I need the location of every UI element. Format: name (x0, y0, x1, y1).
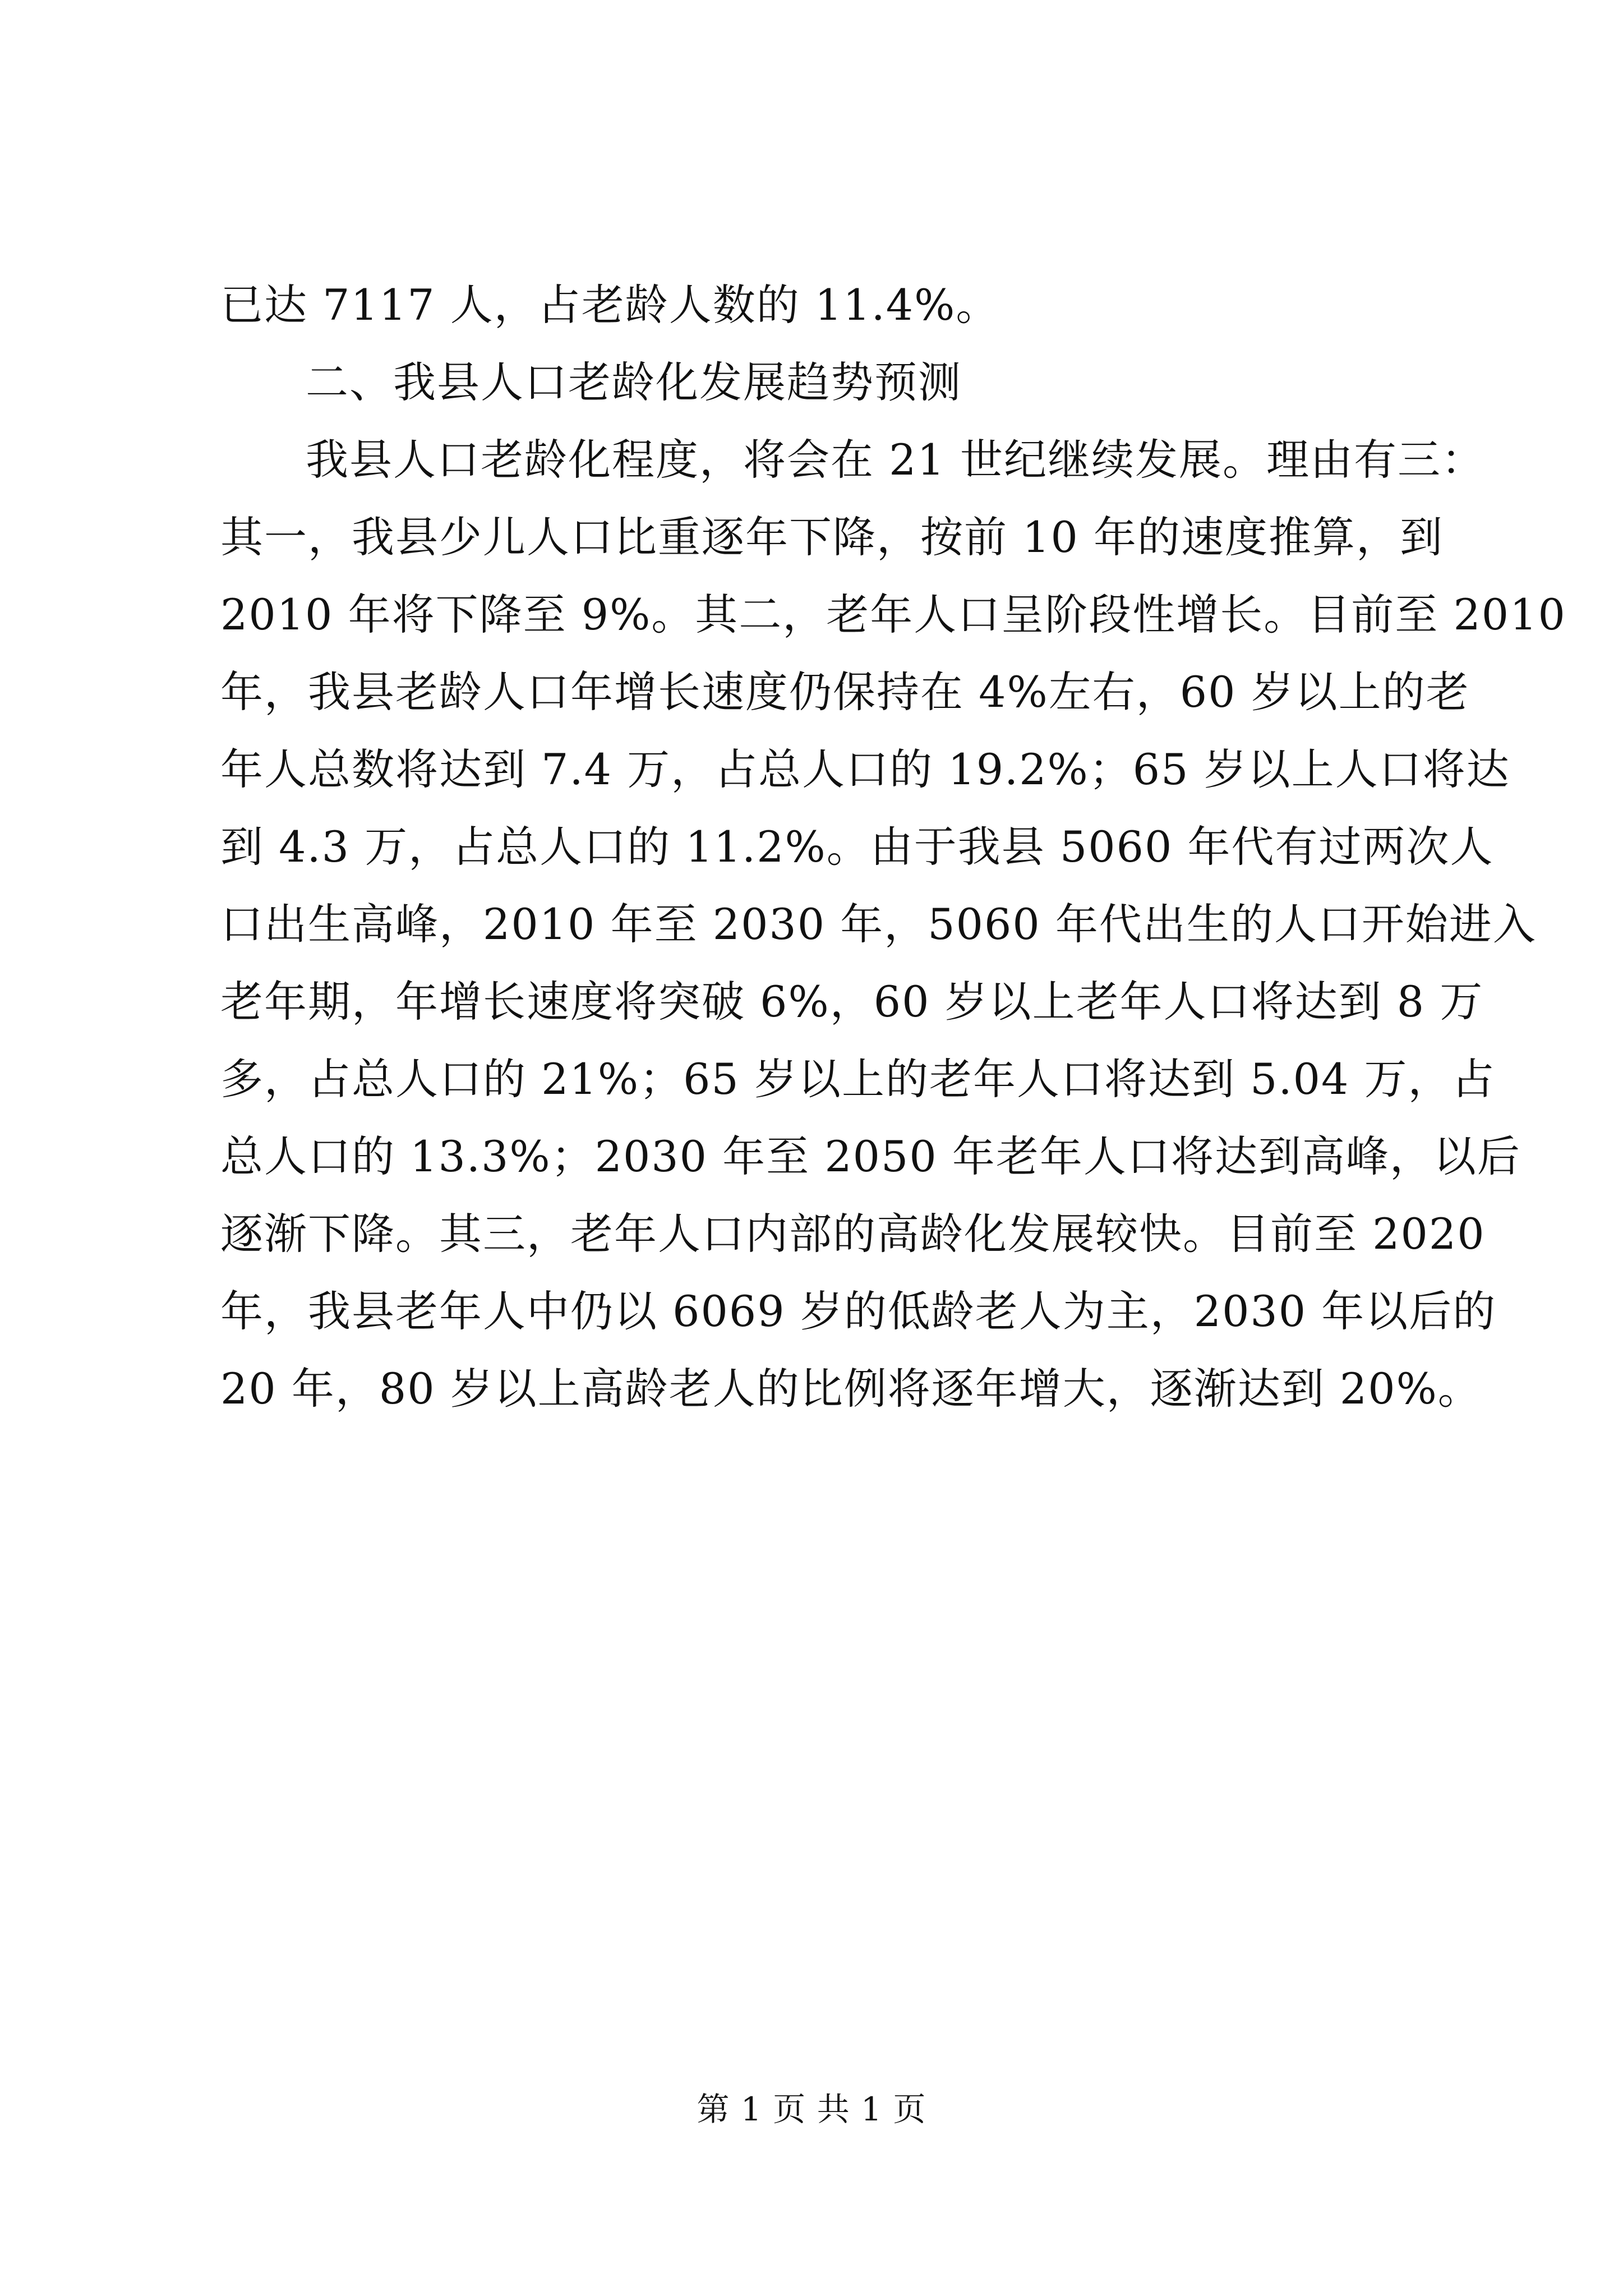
text-line: 逐渐下降。其三，老年人口内部的高龄化发展较快。目前至 2020 (220, 1209, 1486, 1259)
text-line: 年，我县老年人中仍以 6069 岁的低龄老人为主，2030 年以后的 (220, 1286, 1497, 1336)
text-line: 其一，我县少儿人口比重逐年下降，按前 10 年的速度推算，到 (220, 512, 1444, 562)
page-footer: 第 1 页 共 1 页 (697, 2090, 926, 2128)
text-line: 总人口的 13.3%；2030 年至 2050 年老年人口将达到高峰，以后 (220, 1131, 1521, 1181)
body-text (220, 266, 1566, 1428)
text-line: 多，占总人口的 21%；65 岁以上的老年人口将达到 5.04 万，占 (220, 1054, 1496, 1104)
section-heading: 二、我县人口老龄化发展趋势预测 (306, 357, 962, 407)
text-line: 20 年，80 岁以上高龄老人的比例将逐年增大，逐渐达到 20%。 (220, 1364, 1482, 1414)
text-line: 到 4.3 万，占总人口的 11.2%。由于我县 5060 年代有过两次人 (220, 822, 1494, 872)
text-line: 老年期，年增长速度将突破 6%，60 岁以上老年人口将达到 8 万 (220, 977, 1484, 1027)
text-line: 2010 年将下降至 9%。其二，老年人口呈阶段性增长。目前至 2010 (220, 590, 1566, 639)
text-line: 年人总数将达到 7.4 万，占总人口的 19.2%；65 岁以上人口将达 (220, 744, 1510, 794)
text-line: 我县人口老龄化程度，将会在 21 世纪继续发展。理由有三： (306, 435, 1486, 485)
text-line: 年，我县老龄人口年增长速度仍保持在 4%左右，60 岁以上的老 (220, 667, 1470, 717)
text-line: 已达 7117 人，占老龄人数的 11.4%。 (220, 280, 1000, 330)
text-line: 口出生高峰，2010 年至 2030 年，5060 年代出生的人口开始进入 (220, 899, 1537, 949)
